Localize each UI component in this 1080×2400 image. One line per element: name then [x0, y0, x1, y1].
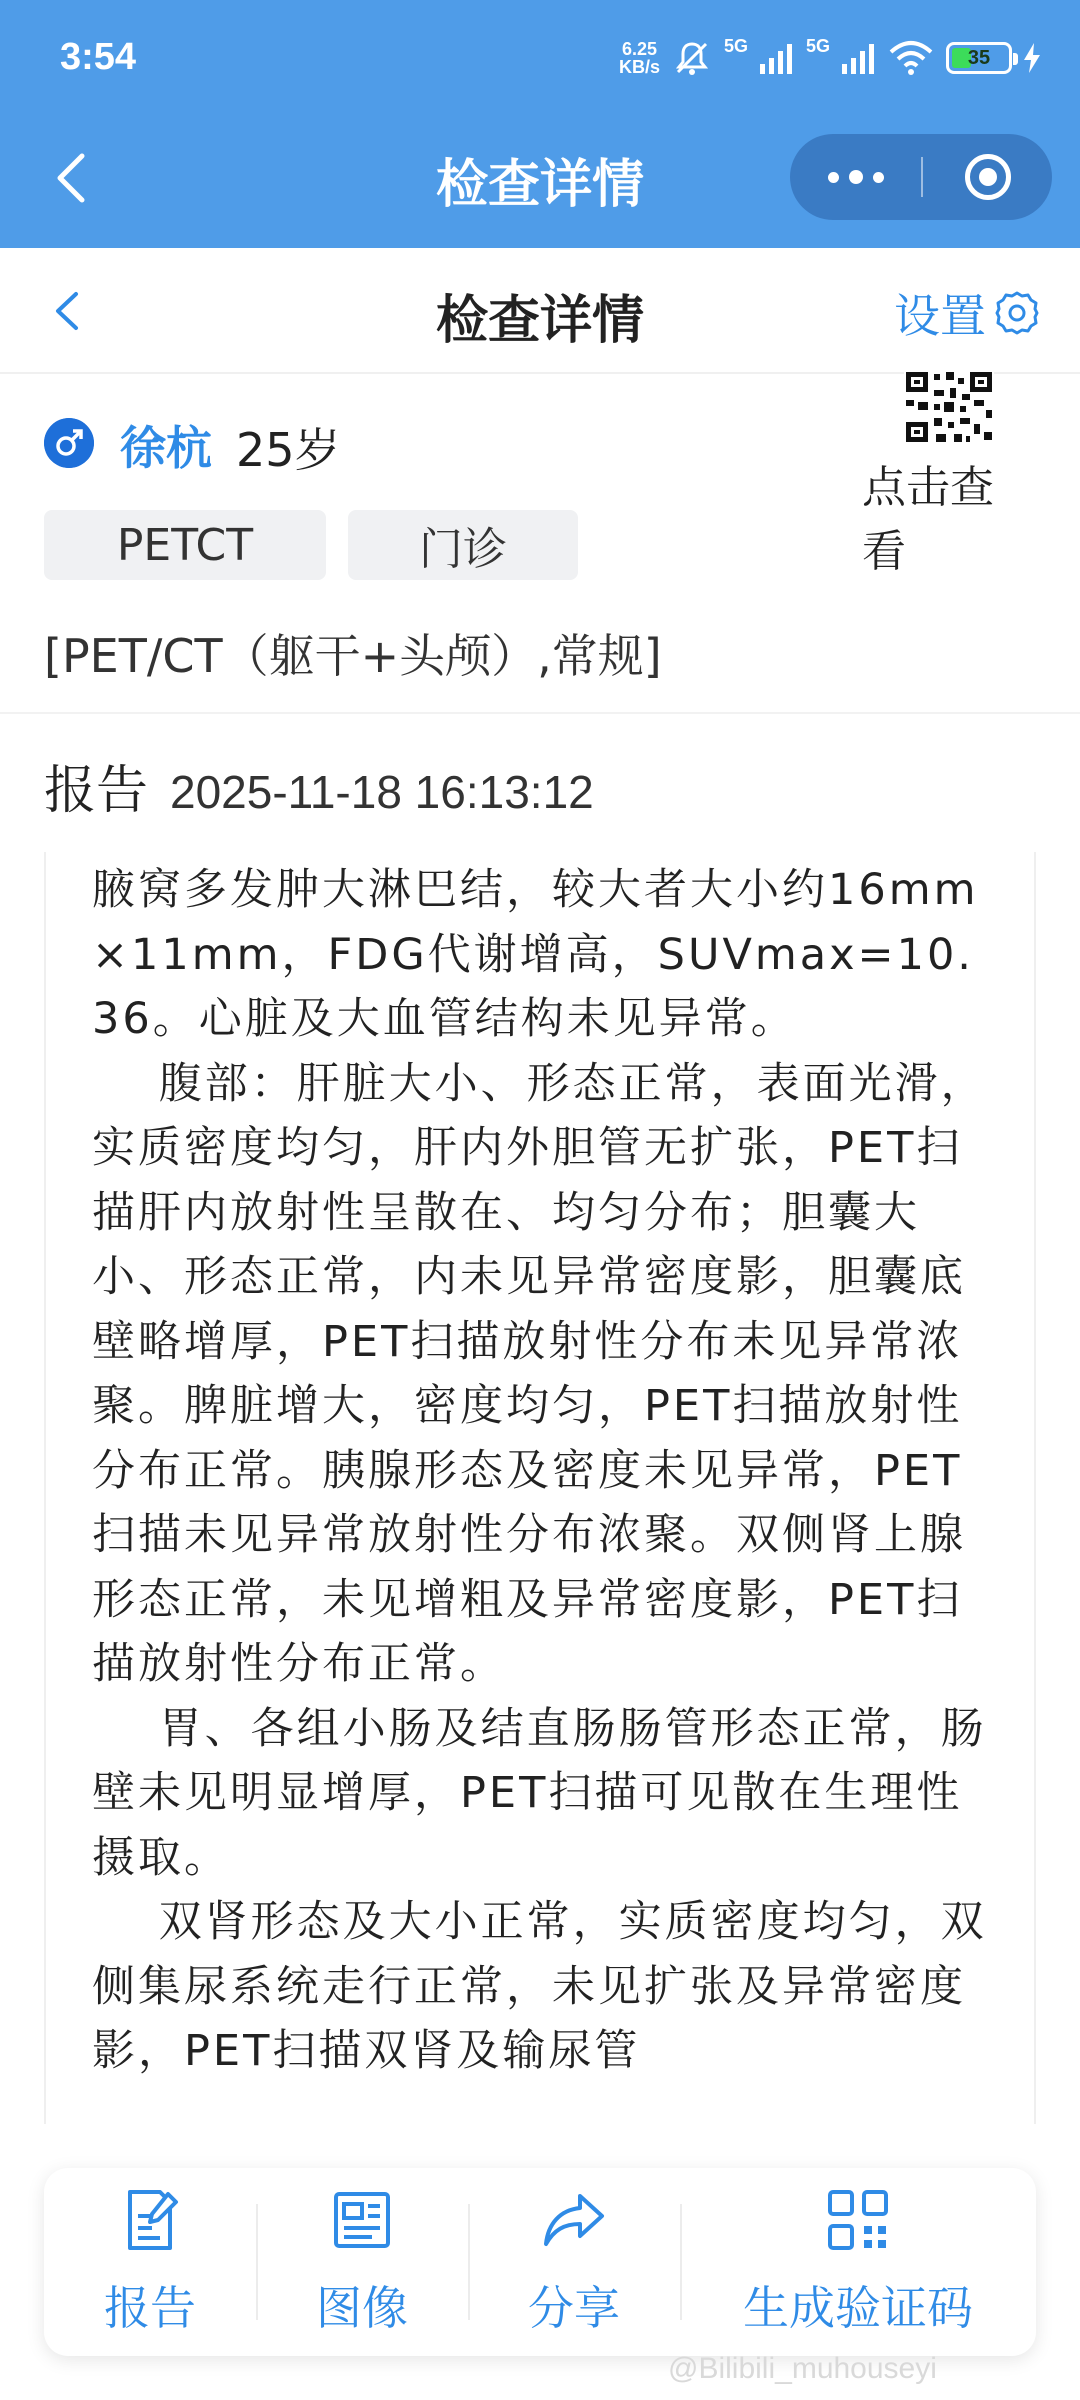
signal-icon — [760, 42, 794, 74]
status-bar — [0, 0, 1080, 120]
settings-button[interactable] — [894, 280, 1040, 346]
patient-info-section — [0, 374, 1080, 714]
image-icon — [328, 2186, 396, 2254]
qr-code-icon — [824, 2186, 892, 2254]
wifi-icon — [888, 40, 934, 76]
patient-age: 25岁 — [236, 423, 341, 477]
close-mini-program-button[interactable] — [923, 134, 1052, 220]
battery-level: 35 — [967, 46, 991, 69]
share-button-label: 分享 — [528, 2281, 620, 2335]
report-content-box[interactable] — [44, 852, 1036, 2124]
mini-program-titlebar — [0, 120, 1080, 248]
image-button-label: 图像 — [316, 2281, 408, 2335]
generate-code-button-label: 生成验证码 — [743, 2281, 973, 2335]
signal-icon — [842, 42, 876, 74]
bottom-action-bar — [44, 2168, 1036, 2356]
signal-label-1: 5G — [723, 35, 748, 56]
page-header — [0, 248, 1080, 374]
image-button[interactable] — [256, 2168, 468, 2356]
tag-visit-type: 门诊 — [348, 510, 578, 580]
share-button[interactable] — [468, 2168, 680, 2356]
qr-view-hint[interactable]: 点击查看 — [862, 462, 994, 577]
mute-icon — [672, 38, 712, 78]
report-label: 报告 — [44, 761, 149, 821]
more-menu-button[interactable] — [790, 134, 921, 220]
settings-label: 设置 — [894, 289, 986, 343]
watermark: @Bilibili_muhouseyi — [668, 2352, 937, 2385]
network-speed: 6.25 KB/s — [618, 39, 660, 77]
charging-icon — [1024, 43, 1040, 73]
male-gender-icon — [44, 418, 94, 468]
exam-name: [PET/CT（躯干+头颅）,常规] — [44, 629, 662, 683]
report-button[interactable] — [44, 2168, 256, 2356]
app-top-bar — [0, 0, 1080, 248]
report-icon — [116, 2186, 184, 2254]
signal-label-2: 5G — [805, 35, 830, 56]
patient-name: 徐杭 — [120, 421, 212, 475]
battery-icon — [946, 42, 1012, 74]
titlebar-title: 检查详情 — [435, 155, 644, 215]
qr-code-thumbnail[interactable] — [904, 372, 994, 444]
status-time: 3:54 — [60, 36, 137, 78]
report-body-text: 腋窝多发肿大淋巴结，较大者大小约16mm×11mm，FDG代谢增高，SUVmax=10.36。心脏及大血管结构未见异常。 腹部：肝脏大小、形态正常，表面光滑，实质密度均匀，肝内外胆管无扩张，PET扫描肝内放射性呈散在、均匀分布；胆囊大小、形态正常，内未见异常密度影，胆囊底壁略增厚，PET扫描放射性分布未见异常浓聚。脾脏增大，密度均匀，PET扫描放射性分布正常。胰腺形态及密度未见异常，PET扫描未见异常放射性分布浓聚。双侧肾上腺形态正常，未见增粗及异常密度影，PET扫描放射性分布正常。 胃、各组小肠及结直肠肠管形态正常，肠壁未见明显增厚，PET扫描可见散在生理性摄取。 双肾形态及大小正常，实质密度均匀，双侧集尿系统走行正常，未见扩张及异常密度影，PET扫描双肾及输尿管 — [92, 865, 987, 2076]
generate-code-button[interactable] — [680, 2168, 1036, 2356]
mini-program-capsule — [790, 134, 1052, 220]
report-header — [44, 748, 594, 823]
status-icons — [619, 34, 1040, 82]
report-datetime: 2025-11-18 16:13:12 — [170, 766, 594, 818]
tag-modality: PETCT — [44, 510, 326, 580]
share-icon — [540, 2186, 608, 2254]
page-title: 检查详情 — [435, 291, 644, 351]
report-button-label: 报告 — [104, 2281, 196, 2335]
gear-icon — [994, 290, 1040, 336]
